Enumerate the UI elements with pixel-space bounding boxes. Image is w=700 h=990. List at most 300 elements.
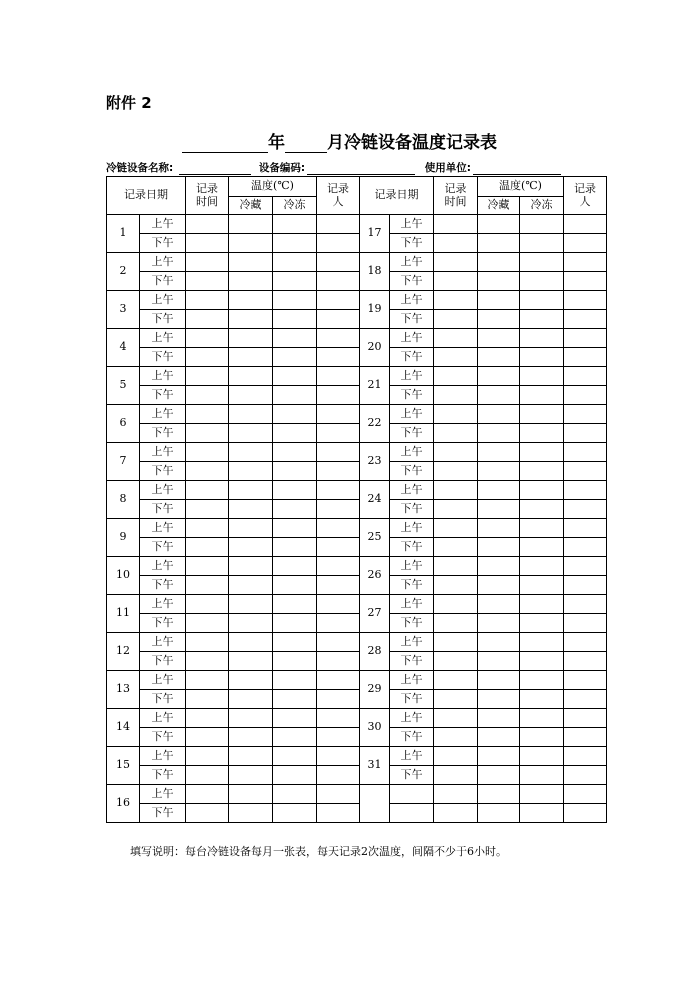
refrigerate-temp-cell[interactable]	[229, 348, 273, 367]
refrigerate-temp-cell[interactable]	[229, 728, 273, 747]
refrigerate-temp-cell[interactable]	[229, 709, 273, 728]
header-record-time-left: 记录 时间	[186, 177, 229, 215]
freeze-temp-cell[interactable]	[273, 747, 317, 766]
device-name-label: 冷链设备名称:	[106, 162, 174, 174]
recorder-cell[interactable]	[564, 215, 607, 234]
record-time-cell[interactable]	[186, 766, 229, 785]
freeze-temp-cell[interactable]	[273, 709, 317, 728]
record-time-cell[interactable]	[434, 500, 478, 519]
freeze-temp-cell[interactable]	[520, 386, 564, 405]
freeze-temp-cell[interactable]	[273, 234, 317, 253]
recorder-cell[interactable]	[317, 785, 360, 804]
recorder-cell[interactable]	[564, 690, 607, 709]
header-temperature-right: 温度(℃)	[478, 177, 564, 197]
refrigerate-temp-cell[interactable]	[478, 500, 520, 519]
refrigerate-temp-cell[interactable]	[478, 633, 520, 652]
period-label: 上午	[390, 633, 434, 652]
record-time-cell[interactable]	[186, 785, 229, 804]
record-time-cell[interactable]	[186, 272, 229, 291]
freeze-temp-cell[interactable]	[520, 538, 564, 557]
recorder-cell[interactable]	[317, 310, 360, 329]
freeze-temp-cell[interactable]	[273, 728, 317, 747]
recorder-cell[interactable]	[564, 291, 607, 310]
refrigerate-temp-cell[interactable]	[229, 766, 273, 785]
device-name-field[interactable]	[179, 163, 251, 175]
recorder-cell[interactable]	[317, 671, 360, 690]
period-label: 上午	[140, 291, 186, 310]
recorder-cell[interactable]	[317, 614, 360, 633]
refrigerate-temp-cell[interactable]	[478, 443, 520, 462]
table-row	[107, 234, 607, 253]
refrigerate-temp-cell[interactable]	[229, 576, 273, 595]
period-label: 上午	[390, 595, 434, 614]
header-record-time-right: 记录 时间	[434, 177, 478, 215]
recorder-cell[interactable]	[564, 405, 607, 424]
recorder-cell[interactable]	[564, 500, 607, 519]
refrigerate-temp-cell[interactable]	[478, 367, 520, 386]
refrigerate-temp-cell[interactable]	[229, 329, 273, 348]
recorder-cell[interactable]	[564, 595, 607, 614]
record-time-cell[interactable]	[186, 614, 229, 633]
record-time-cell[interactable]	[434, 690, 478, 709]
refrigerate-temp-cell[interactable]	[478, 253, 520, 272]
freeze-temp-cell[interactable]	[520, 329, 564, 348]
freeze-temp-cell[interactable]	[273, 424, 317, 443]
freeze-temp-cell[interactable]	[273, 690, 317, 709]
record-time-cell[interactable]	[186, 728, 229, 747]
freeze-temp-cell[interactable]	[273, 785, 317, 804]
record-time-cell[interactable]	[434, 329, 478, 348]
record-time-cell[interactable]	[434, 576, 478, 595]
recorder-cell[interactable]	[564, 633, 607, 652]
recorder-cell[interactable]	[564, 481, 607, 500]
refrigerate-temp-cell[interactable]	[478, 690, 520, 709]
recorder-cell[interactable]	[317, 652, 360, 671]
recorder-cell[interactable]	[317, 576, 360, 595]
refrigerate-temp-cell[interactable]	[478, 462, 520, 481]
refrigerate-temp-cell[interactable]	[478, 348, 520, 367]
month-blank[interactable]	[285, 134, 327, 153]
freeze-temp-cell[interactable]	[520, 234, 564, 253]
recorder-cell[interactable]	[564, 272, 607, 291]
record-time-cell[interactable]	[434, 766, 478, 785]
freeze-temp-cell[interactable]	[520, 747, 564, 766]
refrigerate-temp-cell[interactable]	[478, 424, 520, 443]
period-label: 下午	[140, 766, 186, 785]
recorder-cell[interactable]	[564, 671, 607, 690]
record-time-cell[interactable]	[186, 500, 229, 519]
freeze-temp-cell[interactable]	[273, 405, 317, 424]
refrigerate-temp-cell[interactable]	[478, 671, 520, 690]
refrigerate-temp-cell[interactable]	[478, 329, 520, 348]
freeze-temp-cell[interactable]	[520, 253, 564, 272]
refrigerate-temp-cell[interactable]	[478, 386, 520, 405]
refrigerate-temp-cell[interactable]	[229, 386, 273, 405]
recorder-cell[interactable]	[317, 424, 360, 443]
record-time-cell[interactable]	[186, 386, 229, 405]
freeze-temp-cell[interactable]	[520, 766, 564, 785]
record-time-cell[interactable]	[434, 462, 478, 481]
refrigerate-temp-cell[interactable]	[229, 690, 273, 709]
recorder-cell[interactable]	[317, 405, 360, 424]
refrigerate-temp-cell[interactable]	[229, 804, 273, 823]
record-time-cell[interactable]	[186, 367, 229, 386]
freeze-temp-cell[interactable]	[273, 633, 317, 652]
freeze-temp-cell[interactable]	[273, 671, 317, 690]
recorder-cell[interactable]	[564, 443, 607, 462]
refrigerate-temp-cell[interactable]	[229, 272, 273, 291]
recorder-cell[interactable]	[564, 519, 607, 538]
day-number: 8	[107, 481, 140, 519]
record-time-cell[interactable]	[186, 424, 229, 443]
refrigerate-temp-cell[interactable]	[478, 652, 520, 671]
day-number: 16	[107, 785, 140, 823]
day-number: 20	[360, 329, 390, 367]
freeze-temp-cell[interactable]	[520, 443, 564, 462]
record-time-cell[interactable]	[434, 424, 478, 443]
freeze-temp-cell[interactable]	[273, 804, 317, 823]
recorder-cell[interactable]	[564, 557, 607, 576]
freeze-temp-cell[interactable]	[520, 785, 564, 804]
freeze-temp-cell[interactable]	[520, 348, 564, 367]
freeze-temp-cell[interactable]	[273, 766, 317, 785]
refrigerate-temp-cell[interactable]	[229, 538, 273, 557]
freeze-temp-cell[interactable]	[520, 367, 564, 386]
refrigerate-temp-cell[interactable]	[229, 481, 273, 500]
period-label: 下午	[140, 310, 186, 329]
recorder-cell[interactable]	[564, 424, 607, 443]
record-time-cell[interactable]	[434, 215, 478, 234]
record-time-cell[interactable]	[434, 785, 478, 804]
table-row	[107, 595, 607, 614]
record-time-cell[interactable]	[186, 405, 229, 424]
freeze-temp-cell[interactable]	[273, 500, 317, 519]
freeze-temp-cell[interactable]	[273, 253, 317, 272]
freeze-temp-cell[interactable]	[273, 557, 317, 576]
recorder-cell[interactable]	[564, 728, 607, 747]
record-time-cell[interactable]	[186, 253, 229, 272]
refrigerate-temp-cell[interactable]	[229, 310, 273, 329]
period-label: 上午	[140, 215, 186, 234]
freeze-temp-cell[interactable]	[273, 443, 317, 462]
record-time-cell[interactable]	[186, 747, 229, 766]
recorder-cell[interactable]	[564, 804, 607, 823]
refrigerate-temp-cell[interactable]	[229, 500, 273, 519]
refrigerate-temp-cell[interactable]	[478, 234, 520, 253]
record-time-cell[interactable]	[186, 633, 229, 652]
record-time-cell[interactable]	[434, 728, 478, 747]
user-unit-field[interactable]	[473, 163, 561, 175]
record-time-cell[interactable]	[434, 538, 478, 557]
refrigerate-temp-cell[interactable]	[478, 310, 520, 329]
freeze-temp-cell[interactable]	[520, 595, 564, 614]
refrigerate-temp-cell[interactable]	[229, 747, 273, 766]
recorder-cell[interactable]	[317, 272, 360, 291]
freeze-temp-cell[interactable]	[273, 652, 317, 671]
recorder-cell[interactable]	[317, 538, 360, 557]
refrigerate-temp-cell[interactable]	[229, 614, 273, 633]
record-time-cell[interactable]	[434, 348, 478, 367]
header-record-date-left: 记录日期	[107, 177, 186, 215]
refrigerate-temp-cell[interactable]	[478, 215, 520, 234]
refrigerate-temp-cell[interactable]	[478, 804, 520, 823]
recorder-cell[interactable]	[317, 367, 360, 386]
record-time-cell[interactable]	[434, 272, 478, 291]
freeze-temp-cell[interactable]	[520, 500, 564, 519]
recorder-cell[interactable]	[317, 804, 360, 823]
day-number: 5	[107, 367, 140, 405]
device-code-field[interactable]	[307, 163, 415, 175]
recorder-cell[interactable]	[564, 329, 607, 348]
refrigerate-temp-cell[interactable]	[478, 614, 520, 633]
record-time-cell[interactable]	[186, 709, 229, 728]
freeze-temp-cell[interactable]	[273, 291, 317, 310]
recorder-cell[interactable]	[564, 652, 607, 671]
record-time-cell[interactable]	[434, 652, 478, 671]
recorder-cell[interactable]	[564, 576, 607, 595]
recorder-cell[interactable]	[564, 310, 607, 329]
recorder-cell[interactable]	[317, 690, 360, 709]
day-number: 10	[107, 557, 140, 595]
freeze-temp-cell[interactable]	[520, 709, 564, 728]
period-label: 下午	[140, 576, 186, 595]
record-time-cell[interactable]	[434, 709, 478, 728]
refrigerate-temp-cell[interactable]	[229, 405, 273, 424]
refrigerate-temp-cell[interactable]	[229, 424, 273, 443]
refrigerate-temp-cell[interactable]	[229, 367, 273, 386]
record-time-cell[interactable]	[186, 652, 229, 671]
table-row	[107, 424, 607, 443]
recorder-cell[interactable]	[317, 728, 360, 747]
record-time-cell[interactable]	[186, 595, 229, 614]
empty-period-cell	[390, 785, 434, 804]
record-time-cell[interactable]	[434, 253, 478, 272]
record-time-cell[interactable]	[434, 633, 478, 652]
refrigerate-temp-cell[interactable]	[229, 234, 273, 253]
recorder-cell[interactable]	[564, 766, 607, 785]
recorder-cell[interactable]	[317, 291, 360, 310]
period-label: 上午	[140, 633, 186, 652]
refrigerate-temp-cell[interactable]	[229, 462, 273, 481]
refrigerate-temp-cell[interactable]	[478, 481, 520, 500]
freeze-temp-cell[interactable]	[273, 595, 317, 614]
freeze-temp-cell[interactable]	[520, 690, 564, 709]
recorder-cell[interactable]	[317, 329, 360, 348]
freeze-temp-cell[interactable]	[273, 576, 317, 595]
freeze-temp-cell[interactable]	[520, 652, 564, 671]
freeze-temp-cell[interactable]	[520, 633, 564, 652]
record-time-cell[interactable]	[186, 234, 229, 253]
refrigerate-temp-cell[interactable]	[229, 652, 273, 671]
freeze-temp-cell[interactable]	[520, 614, 564, 633]
period-label: 下午	[390, 348, 434, 367]
record-time-cell[interactable]	[186, 481, 229, 500]
recorder-cell[interactable]	[317, 386, 360, 405]
record-time-cell[interactable]	[434, 557, 478, 576]
refrigerate-temp-cell[interactable]	[478, 576, 520, 595]
record-time-cell[interactable]	[434, 367, 478, 386]
record-time-cell[interactable]	[434, 481, 478, 500]
record-time-cell[interactable]	[434, 234, 478, 253]
record-time-cell[interactable]	[186, 329, 229, 348]
freeze-temp-cell[interactable]	[273, 329, 317, 348]
day-number: 9	[107, 519, 140, 557]
recorder-cell[interactable]	[317, 500, 360, 519]
freeze-temp-cell[interactable]	[273, 614, 317, 633]
freeze-temp-cell[interactable]	[520, 728, 564, 747]
period-label: 下午	[390, 462, 434, 481]
freeze-temp-cell[interactable]	[273, 538, 317, 557]
freeze-temp-cell[interactable]	[273, 519, 317, 538]
freeze-temp-cell[interactable]	[520, 405, 564, 424]
recorder-cell[interactable]	[564, 253, 607, 272]
recorder-cell[interactable]	[564, 614, 607, 633]
period-label: 上午	[140, 405, 186, 424]
record-time-cell[interactable]	[434, 386, 478, 405]
freeze-temp-cell[interactable]	[273, 462, 317, 481]
freeze-temp-cell[interactable]	[520, 291, 564, 310]
freeze-temp-cell[interactable]	[520, 481, 564, 500]
record-time-cell[interactable]	[186, 690, 229, 709]
recorder-cell[interactable]	[317, 234, 360, 253]
refrigerate-temp-cell[interactable]	[478, 538, 520, 557]
record-time-cell[interactable]	[434, 291, 478, 310]
table-row	[107, 690, 607, 709]
record-time-cell[interactable]	[434, 804, 478, 823]
recorder-cell[interactable]	[317, 348, 360, 367]
period-label: 下午	[140, 538, 186, 557]
recorder-cell[interactable]	[564, 747, 607, 766]
year-blank[interactable]	[182, 134, 268, 153]
record-time-cell[interactable]	[434, 595, 478, 614]
table-row	[107, 443, 607, 462]
recorder-cell[interactable]	[317, 747, 360, 766]
refrigerate-temp-cell[interactable]	[229, 291, 273, 310]
freeze-temp-cell[interactable]	[520, 424, 564, 443]
freeze-temp-cell[interactable]	[273, 310, 317, 329]
period-label: 下午	[390, 538, 434, 557]
record-time-cell[interactable]	[186, 557, 229, 576]
device-info-row	[106, 160, 606, 175]
refrigerate-temp-cell[interactable]	[229, 215, 273, 234]
refrigerate-temp-cell[interactable]	[229, 519, 273, 538]
refrigerate-temp-cell[interactable]	[229, 595, 273, 614]
record-time-cell[interactable]	[434, 310, 478, 329]
recorder-cell[interactable]	[564, 386, 607, 405]
day-number: 3	[107, 291, 140, 329]
recorder-cell[interactable]	[564, 785, 607, 804]
recorder-cell[interactable]	[317, 443, 360, 462]
refrigerate-temp-cell[interactable]	[478, 595, 520, 614]
recorder-cell[interactable]	[564, 538, 607, 557]
recorder-cell[interactable]	[317, 253, 360, 272]
table-row	[107, 747, 607, 766]
recorder-cell[interactable]	[317, 595, 360, 614]
recorder-cell[interactable]	[564, 709, 607, 728]
refrigerate-temp-cell[interactable]	[229, 671, 273, 690]
refrigerate-temp-cell[interactable]	[478, 766, 520, 785]
refrigerate-temp-cell[interactable]	[478, 519, 520, 538]
refrigerate-temp-cell[interactable]	[478, 557, 520, 576]
freeze-temp-cell[interactable]	[520, 557, 564, 576]
refrigerate-temp-cell[interactable]	[478, 291, 520, 310]
freeze-temp-cell[interactable]	[273, 481, 317, 500]
record-time-cell[interactable]	[186, 310, 229, 329]
record-time-cell[interactable]	[434, 443, 478, 462]
record-time-cell[interactable]	[186, 519, 229, 538]
day-number: 6	[107, 405, 140, 443]
recorder-cell[interactable]	[317, 557, 360, 576]
period-label: 上午	[390, 519, 434, 538]
recorder-cell[interactable]	[317, 766, 360, 785]
recorder-cell[interactable]	[317, 709, 360, 728]
freeze-temp-cell[interactable]	[520, 804, 564, 823]
record-time-cell[interactable]	[186, 291, 229, 310]
freeze-temp-cell[interactable]	[520, 272, 564, 291]
recorder-cell[interactable]	[564, 234, 607, 253]
recorder-cell[interactable]	[564, 367, 607, 386]
record-time-cell[interactable]	[186, 804, 229, 823]
recorder-cell[interactable]	[564, 348, 607, 367]
freeze-temp-cell[interactable]	[273, 348, 317, 367]
record-time-cell[interactable]	[186, 215, 229, 234]
freeze-temp-cell[interactable]	[520, 519, 564, 538]
freeze-temp-cell[interactable]	[520, 462, 564, 481]
refrigerate-temp-cell[interactable]	[229, 633, 273, 652]
refrigerate-temp-cell[interactable]	[478, 405, 520, 424]
refrigerate-temp-cell[interactable]	[229, 443, 273, 462]
freeze-temp-cell[interactable]	[273, 272, 317, 291]
empty-period-cell	[390, 804, 434, 823]
recorder-cell[interactable]	[317, 481, 360, 500]
recorder-cell[interactable]	[317, 519, 360, 538]
refrigerate-temp-cell[interactable]	[478, 785, 520, 804]
record-time-cell[interactable]	[186, 576, 229, 595]
day-number: 24	[360, 481, 390, 519]
record-time-cell[interactable]	[186, 443, 229, 462]
record-time-cell[interactable]	[434, 519, 478, 538]
refrigerate-temp-cell[interactable]	[229, 253, 273, 272]
refrigerate-temp-cell[interactable]	[478, 272, 520, 291]
freeze-temp-cell[interactable]	[520, 310, 564, 329]
refrigerate-temp-cell[interactable]	[229, 785, 273, 804]
record-time-cell[interactable]	[434, 747, 478, 766]
day-number: 15	[107, 747, 140, 785]
recorder-cell[interactable]	[564, 462, 607, 481]
record-time-cell[interactable]	[186, 348, 229, 367]
refrigerate-temp-cell[interactable]	[478, 709, 520, 728]
record-time-cell[interactable]	[186, 671, 229, 690]
freeze-temp-cell[interactable]	[520, 215, 564, 234]
freeze-temp-cell[interactable]	[273, 386, 317, 405]
freeze-temp-cell[interactable]	[273, 367, 317, 386]
refrigerate-temp-cell[interactable]	[478, 747, 520, 766]
freeze-temp-cell[interactable]	[520, 576, 564, 595]
recorder-cell[interactable]	[317, 633, 360, 652]
recorder-cell[interactable]	[317, 462, 360, 481]
recorder-cell[interactable]	[317, 215, 360, 234]
record-time-cell[interactable]	[434, 671, 478, 690]
record-time-cell[interactable]	[434, 614, 478, 633]
freeze-temp-cell[interactable]	[273, 215, 317, 234]
refrigerate-temp-cell[interactable]	[478, 728, 520, 747]
record-time-cell[interactable]	[186, 538, 229, 557]
refrigerate-temp-cell[interactable]	[229, 557, 273, 576]
record-time-cell[interactable]	[434, 405, 478, 424]
record-time-cell[interactable]	[186, 462, 229, 481]
freeze-temp-cell[interactable]	[520, 671, 564, 690]
table-row	[107, 215, 607, 234]
